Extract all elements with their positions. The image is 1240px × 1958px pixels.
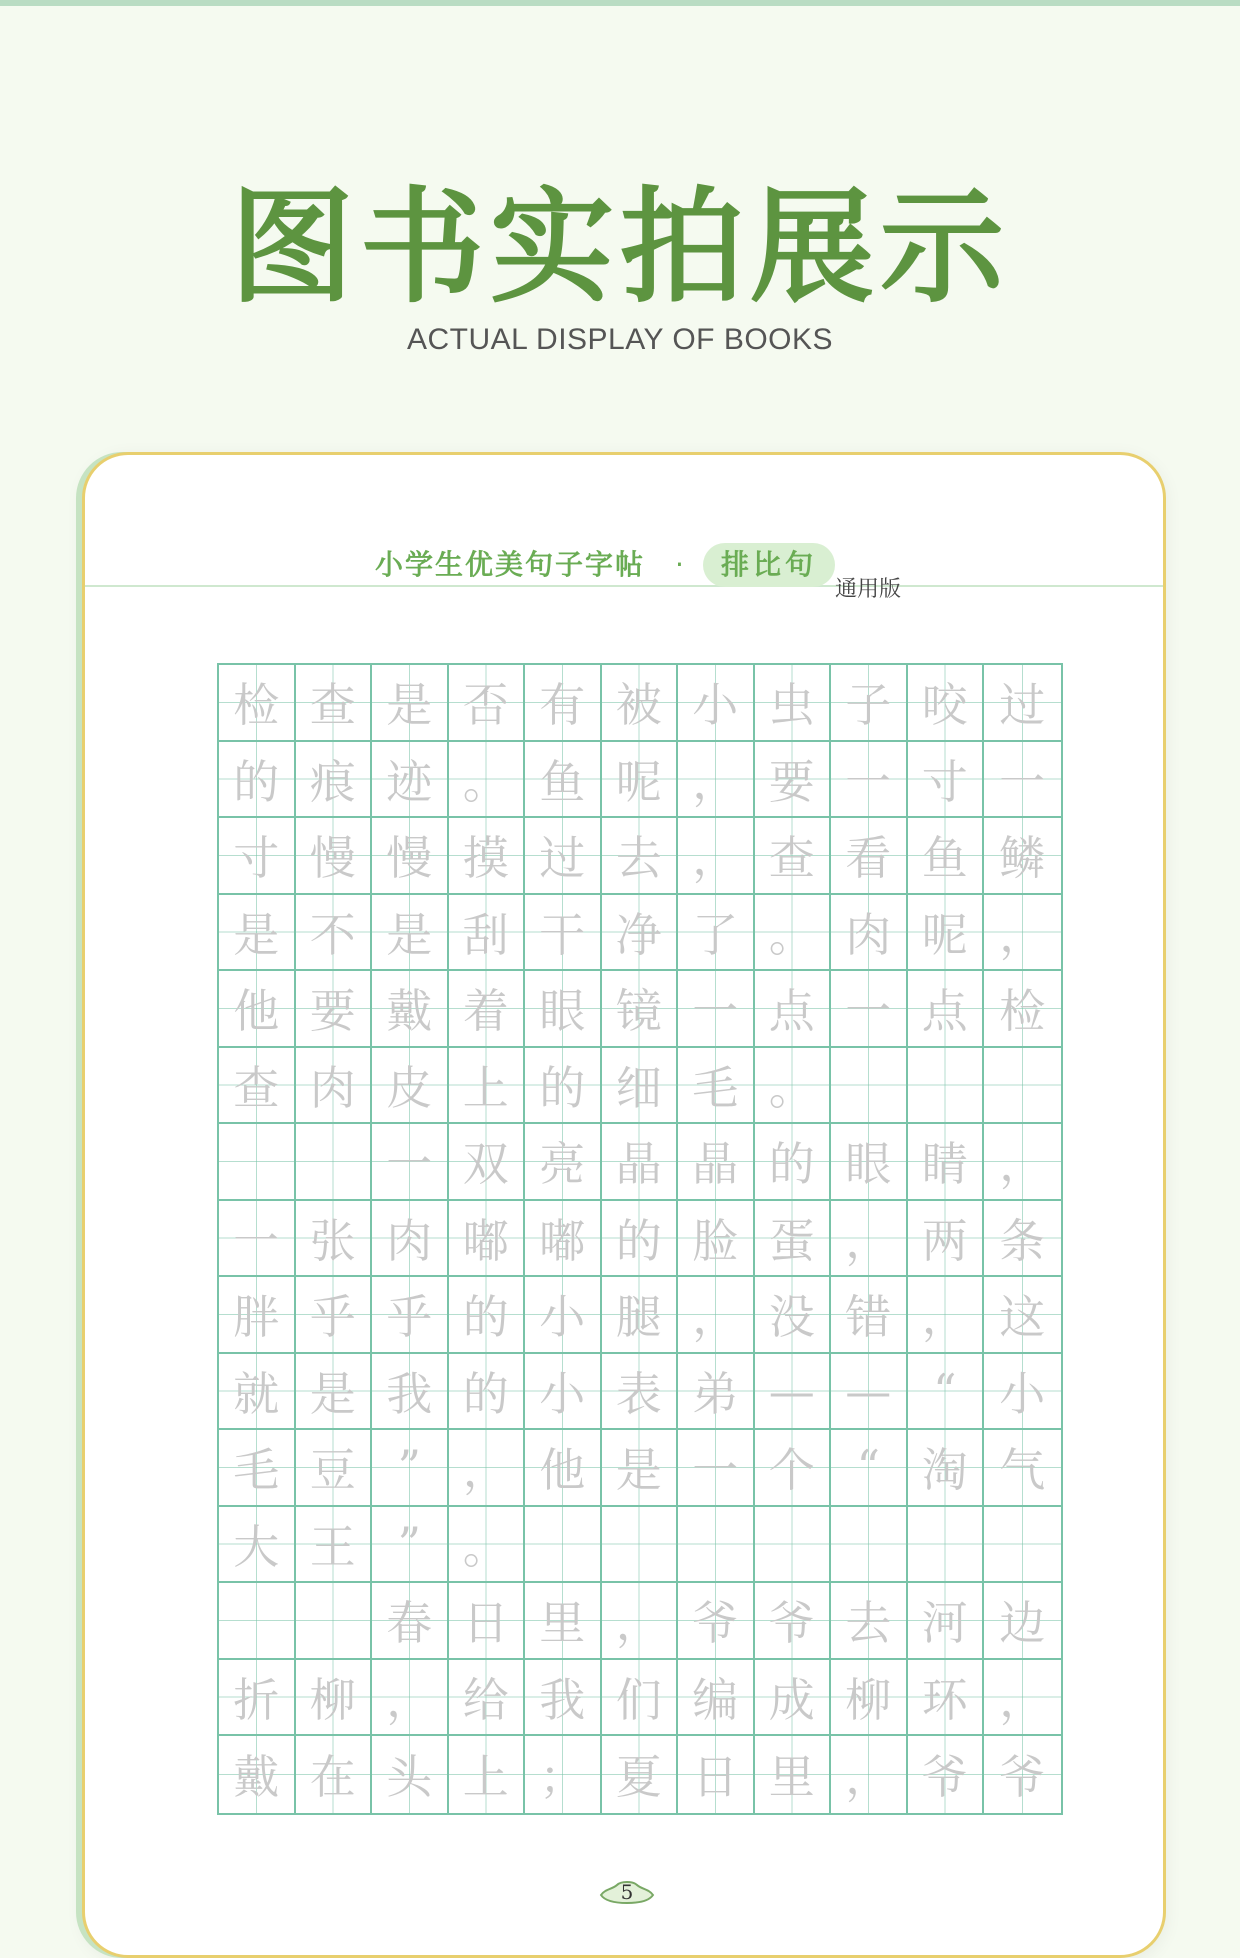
grid-cell: 日 xyxy=(449,1583,526,1660)
grid-cell: 两 xyxy=(908,1201,985,1278)
grid-cell: 摸 xyxy=(449,818,526,895)
grid-cell xyxy=(219,1124,296,1201)
grid-cell: 迹 xyxy=(372,742,449,819)
header-rule xyxy=(85,585,1163,587)
grid-cell: 爷 xyxy=(678,1583,755,1660)
grid-cell: 一 xyxy=(831,971,908,1048)
grid-cell: 肉 xyxy=(831,895,908,972)
grid-cell: 否 xyxy=(449,665,526,742)
grid-cell: 上 xyxy=(449,1736,526,1813)
grid-cell: 河 xyxy=(908,1583,985,1660)
grid-cell xyxy=(296,1583,373,1660)
grid-cell xyxy=(525,1507,602,1584)
grid-cell: 爷 xyxy=(984,1736,1061,1813)
grid-cell xyxy=(219,1583,296,1660)
grid-cell: 要 xyxy=(296,971,373,1048)
grid-cell: 我 xyxy=(372,1354,449,1431)
grid-cell: 寸 xyxy=(219,818,296,895)
category-tag: 排比句 xyxy=(703,543,835,587)
grid-cell: 上 xyxy=(449,1048,526,1125)
grid-cell: 要 xyxy=(755,742,832,819)
grid-cell: 蛋 xyxy=(755,1201,832,1278)
grid-cell: 小 xyxy=(525,1354,602,1431)
grid-cell: ， xyxy=(678,1277,755,1354)
grid-cell xyxy=(984,1048,1061,1125)
grid-cell xyxy=(678,1507,755,1584)
grid-cell: 。 xyxy=(755,895,832,972)
grid-cell: ， xyxy=(984,895,1061,972)
grid-cell: 有 xyxy=(525,665,602,742)
grid-cell: 被 xyxy=(602,665,679,742)
grid-cell: 看 xyxy=(831,818,908,895)
grid-cell: 是 xyxy=(372,665,449,742)
grid-cell: 在 xyxy=(296,1736,373,1813)
grid-cell: 眼 xyxy=(525,971,602,1048)
grid-cell: 去 xyxy=(602,818,679,895)
grid-cell: 乎 xyxy=(372,1277,449,1354)
book-page xyxy=(82,452,1166,1958)
grid-cell: 一 xyxy=(678,1430,755,1507)
grid-cell: 双 xyxy=(449,1124,526,1201)
grid-cell: 查 xyxy=(219,1048,296,1125)
grid-cell: 的 xyxy=(602,1201,679,1278)
grid-cell: 虫 xyxy=(755,665,832,742)
grid-cell: 。 xyxy=(449,742,526,819)
grid-cell: 乎 xyxy=(296,1277,373,1354)
grid-cell: 干 xyxy=(525,895,602,972)
grid-cell: 个 xyxy=(755,1430,832,1507)
grid-cell: 是 xyxy=(219,895,296,972)
grid-cell: 睛 xyxy=(908,1124,985,1201)
grid-cell: 嘟 xyxy=(525,1201,602,1278)
grid-cell xyxy=(908,1048,985,1125)
grid-cell: “ xyxy=(908,1354,985,1431)
grid-cell: ， xyxy=(449,1430,526,1507)
grid-cell: 戴 xyxy=(219,1736,296,1813)
grid-cell: 表 xyxy=(602,1354,679,1431)
grid-cell: 寸 xyxy=(908,742,985,819)
grid-cell: 呢 xyxy=(602,742,679,819)
grid-cell: 的 xyxy=(755,1124,832,1201)
grid-cell: 错 xyxy=(831,1277,908,1354)
grid-cell: ， xyxy=(908,1277,985,1354)
grid-cell: 大 xyxy=(219,1507,296,1584)
grid-cell: 这 xyxy=(984,1277,1061,1354)
grid-cell: 净 xyxy=(602,895,679,972)
grid-cell: 嘟 xyxy=(449,1201,526,1278)
grid-cell: 的 xyxy=(219,742,296,819)
edition-label: 通用版 xyxy=(835,577,902,602)
grid-cell: 他 xyxy=(219,971,296,1048)
grid-cell: 小 xyxy=(984,1354,1061,1431)
grid-cell: ” xyxy=(372,1507,449,1584)
grid-cell: ； xyxy=(525,1736,602,1813)
grid-cell: 咬 xyxy=(908,665,985,742)
grid-cell: 一 xyxy=(831,742,908,819)
grid-cell: 刮 xyxy=(449,895,526,972)
grid-cell: 慢 xyxy=(296,818,373,895)
grid-cell: ， xyxy=(831,1201,908,1278)
grid-cell xyxy=(984,1507,1061,1584)
grid-cell: — xyxy=(831,1354,908,1431)
grid-cell: 爷 xyxy=(755,1583,832,1660)
grid-cell: 王 xyxy=(296,1507,373,1584)
grid-cell: “ xyxy=(831,1430,908,1507)
grid-cell xyxy=(755,1507,832,1584)
grid-cell: 慢 xyxy=(372,818,449,895)
grid-cell: 点 xyxy=(908,971,985,1048)
grid-cell: 检 xyxy=(219,665,296,742)
grid-cell: 夏 xyxy=(602,1736,679,1813)
grid-cell: 鱼 xyxy=(525,742,602,819)
grid-cell: 鳞 xyxy=(984,818,1061,895)
grid-cell: 皮 xyxy=(372,1048,449,1125)
grid-cell xyxy=(296,1124,373,1201)
grid-cell: 春 xyxy=(372,1583,449,1660)
grid-cell xyxy=(602,1507,679,1584)
grid-cell: 的 xyxy=(449,1354,526,1431)
grid-cell: 一 xyxy=(219,1201,296,1278)
grid-cell: 一 xyxy=(372,1124,449,1201)
grid-cell: 痕 xyxy=(296,742,373,819)
grid-cell: 毛 xyxy=(219,1430,296,1507)
grid-cell: ， xyxy=(984,1124,1061,1201)
grid-cell: 里 xyxy=(755,1736,832,1813)
grid-cell: 的 xyxy=(449,1277,526,1354)
grid-cell: 过 xyxy=(984,665,1061,742)
grid-cell: 晶 xyxy=(678,1124,755,1201)
grid-cell: 子 xyxy=(831,665,908,742)
grid-cell: 小 xyxy=(678,665,755,742)
grid-cell: 过 xyxy=(525,818,602,895)
grid-cell: 点 xyxy=(755,971,832,1048)
grid-cell: 查 xyxy=(296,665,373,742)
grid-cell: 折 xyxy=(219,1660,296,1737)
grid-cell xyxy=(831,1507,908,1584)
page-subtitle: ACTUAL DISPLAY OF BOOKS xyxy=(406,323,834,356)
grid-cell: 们 xyxy=(602,1660,679,1737)
book-title: 小学生优美句子字帖 xyxy=(375,548,646,581)
grid-cell: 一 xyxy=(984,742,1061,819)
grid-cell: ， xyxy=(678,742,755,819)
grid-cell: 头 xyxy=(372,1736,449,1813)
tracing-grid xyxy=(217,663,1063,1815)
grid-cell: 毛 xyxy=(678,1048,755,1125)
grid-cell xyxy=(908,1507,985,1584)
grid-cell xyxy=(831,1048,908,1125)
grid-cell: 柳 xyxy=(831,1660,908,1737)
grid-cell: 柳 xyxy=(296,1660,373,1737)
grid-cell: 了 xyxy=(678,895,755,972)
grid-cell: 他 xyxy=(525,1430,602,1507)
grid-cell: ” xyxy=(372,1430,449,1507)
grid-cell: ， xyxy=(602,1583,679,1660)
grid-cell: 细 xyxy=(602,1048,679,1125)
grid-cell: 是 xyxy=(602,1430,679,1507)
grid-cell: 戴 xyxy=(372,971,449,1048)
grid-cell: 给 xyxy=(449,1660,526,1737)
grid-cell: ， xyxy=(678,818,755,895)
grid-cell: 弟 xyxy=(678,1354,755,1431)
top-accent-strip xyxy=(0,0,1240,6)
page-title: 图书实拍展示 xyxy=(229,176,1010,320)
grid-cell: 脸 xyxy=(678,1201,755,1278)
grid-cell: 。 xyxy=(449,1507,526,1584)
page-number-badge xyxy=(595,1875,659,1909)
grid-cell: 亮 xyxy=(525,1124,602,1201)
grid-cell: 编 xyxy=(678,1660,755,1737)
grid-cell: 气 xyxy=(984,1430,1061,1507)
grid-cell: ， xyxy=(372,1660,449,1737)
grid-cell: 去 xyxy=(831,1583,908,1660)
grid-cell: 鱼 xyxy=(908,818,985,895)
grid-cell: 检 xyxy=(984,971,1061,1048)
title-separator: · xyxy=(675,548,684,581)
grid-cell: 是 xyxy=(296,1354,373,1431)
grid-cell: 成 xyxy=(755,1660,832,1737)
grid-cell: ， xyxy=(984,1660,1061,1737)
grid-cell: 我 xyxy=(525,1660,602,1737)
grid-cell: 的 xyxy=(525,1048,602,1125)
grid-cell: 腿 xyxy=(602,1277,679,1354)
grid-cell: 晶 xyxy=(602,1124,679,1201)
grid-cell: 着 xyxy=(449,971,526,1048)
grid-cell: 没 xyxy=(755,1277,832,1354)
grid-cell: 爷 xyxy=(908,1736,985,1813)
grid-cell: — xyxy=(755,1354,832,1431)
grid-cell: 豆 xyxy=(296,1430,373,1507)
grid-cell: 日 xyxy=(678,1736,755,1813)
grid-cell: 条 xyxy=(984,1201,1061,1278)
grid-cell: 环 xyxy=(908,1660,985,1737)
grid-cell: 一 xyxy=(678,971,755,1048)
grid-cell: 。 xyxy=(755,1048,832,1125)
grid-cell: 淘 xyxy=(908,1430,985,1507)
grid-cell: 肉 xyxy=(296,1048,373,1125)
grid-cell: ， xyxy=(831,1736,908,1813)
grid-cell: 眼 xyxy=(831,1124,908,1201)
grid-cell: 肉 xyxy=(372,1201,449,1278)
grid-cell: 就 xyxy=(219,1354,296,1431)
grid-cell: 边 xyxy=(984,1583,1061,1660)
grid-cell: 张 xyxy=(296,1201,373,1278)
grid-cell: 是 xyxy=(372,895,449,972)
grid-cell: 小 xyxy=(525,1277,602,1354)
grid-cell: 里 xyxy=(525,1583,602,1660)
grid-cell: 不 xyxy=(296,895,373,972)
grid-cell: 镜 xyxy=(602,971,679,1048)
page-number: 5 xyxy=(620,1880,634,1904)
grid-cell: 查 xyxy=(755,818,832,895)
grid-cell: 呢 xyxy=(908,895,985,972)
grid-cell: 胖 xyxy=(219,1277,296,1354)
